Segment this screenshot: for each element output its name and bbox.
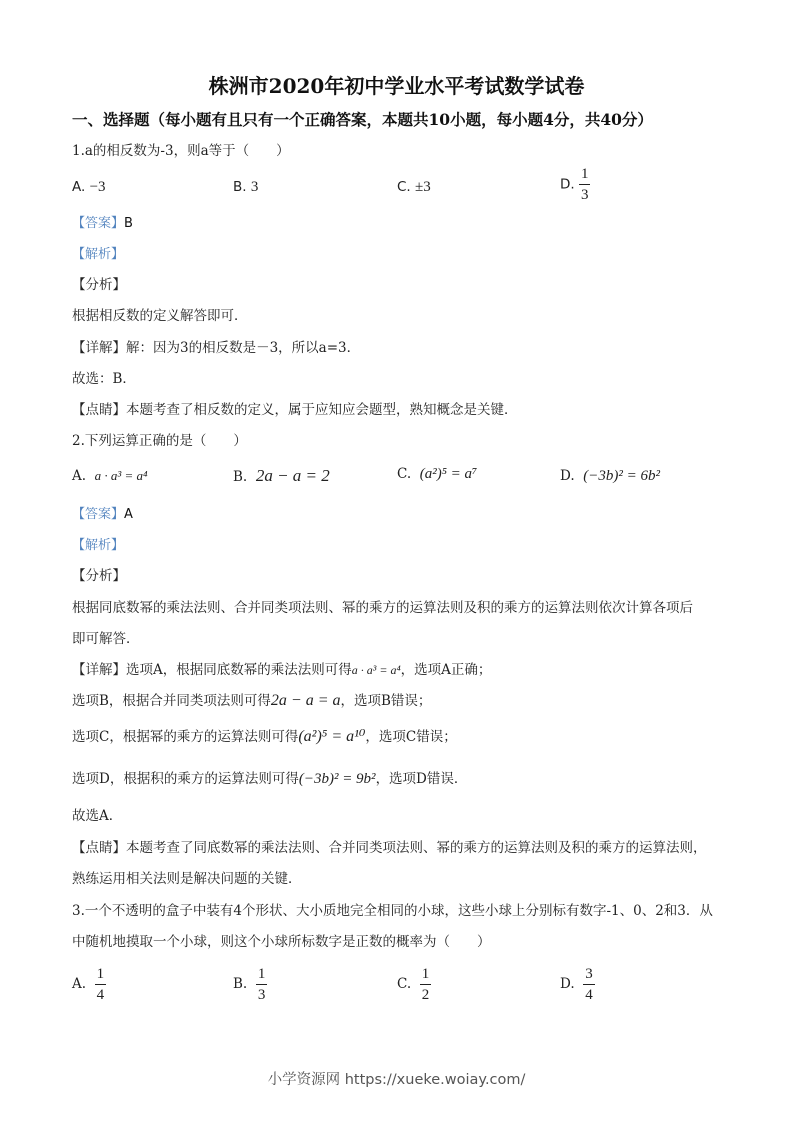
option-expression: (−3b)² = 6b²	[583, 468, 660, 484]
option-letter: C.	[397, 179, 411, 195]
q1-option-c	[397, 178, 431, 196]
answer-label: 【答案】	[72, 507, 125, 522]
comment-label: 【点睛】	[72, 402, 126, 418]
detail-expression: 2a − a = a	[270, 692, 341, 709]
q2-fenxi-text-1: 根据同底数幂的乘法法则、合并同类项法则、幂的乘方的运算法则及积的乘方的运算法则依次计算各项后	[72, 600, 693, 616]
detail-label: 【详解】	[72, 662, 126, 678]
option-letter: D.	[560, 468, 575, 484]
q2-option-a	[72, 467, 148, 485]
option-letter: C.	[397, 466, 412, 482]
detail-expression: a · a³ = a⁴	[351, 663, 401, 677]
question-3-stem-2: 中随机地摸取一个小球，则这个小球所标数字是正数的概率为（ ）	[72, 934, 491, 950]
fraction: $\frac{1}{3}$	[257, 966, 266, 1003]
detail-expression: (−3b)² = 9b²	[298, 771, 376, 787]
comment-text: 本题考查了相反数的定义，属于应知应会题型，熟知概念是关键．	[126, 402, 518, 418]
option-expression: (a²)⁵ = a⁷	[419, 466, 478, 482]
comment-label: 【点睛】	[72, 840, 126, 856]
detail-expression: (a²)⁵ = a¹⁰	[298, 728, 366, 745]
option-letter: D.	[560, 976, 575, 992]
q2-comment-2: 熟练运用相关法则是解决问题的关键．	[72, 871, 302, 887]
option-value: −3	[89, 179, 106, 195]
q1-detail	[72, 339, 360, 357]
fraction: $\frac{1}{4}$	[96, 966, 105, 1003]
q2-fenxi-text-2: 即可解答．	[72, 631, 140, 647]
option-letter: D.	[560, 176, 575, 193]
q1-answer	[72, 214, 133, 233]
q2-detail-line-b: 选项B，根据合并同类项法则可得2a − a = a，选项B错误；	[72, 692, 432, 709]
q2-answer	[72, 505, 133, 524]
q1-choose: 故选：B．	[72, 371, 136, 387]
page-title: 株洲市2020年初中学业水平考试数学试卷	[208, 74, 585, 98]
option-expression: a · a³ = a⁴	[94, 468, 148, 483]
comment-text: 本题考查了同底数幂的乘法法则、合并同类项法则、幂的乘方的运算法则及积的乘方的运算法则，	[126, 840, 707, 856]
fraction: $\frac{3}{4}$	[585, 966, 593, 1003]
q2-comment-1	[72, 839, 707, 857]
detail-text: 解：因为3的相反数是－3，所以a=3．	[126, 340, 361, 356]
q2-detail-line-c: 选项C，根据幂的乘方的运算法则可得(a²)⁵ = a¹⁰，选项C错误；	[72, 728, 457, 745]
question-2-stem: 2.下列运算正确的是（ ）	[72, 433, 247, 449]
option-letter: A.	[72, 179, 86, 195]
page-footer-watermark: 小学资源网 https://xueke.woiay.com/	[267, 1072, 526, 1088]
q2-choose: 故选A．	[72, 808, 123, 824]
answer-value: A	[124, 507, 133, 522]
q2-fenxi-label: 【分析】	[72, 568, 126, 584]
question-3-stem-1: 3.一个不透明的盒子中装有4个形状、大小质地完全相同的小球，这些小球上分别标有数字-1、0、2和3．从	[72, 903, 713, 919]
option-letter: C.	[397, 976, 412, 992]
detail-label: 【详解】	[72, 340, 126, 356]
option-value: 3	[250, 179, 259, 195]
q2-analysis-label: 【解析】	[72, 538, 125, 553]
option-letter: B.	[233, 469, 248, 485]
q2-detail-line-d: 选项D，根据积的乘方的运算法则可得(−3b)² = 9b²，选项D错误．	[72, 771, 468, 787]
option-letter: B.	[233, 179, 247, 195]
q1-option-b	[233, 178, 258, 196]
q1-comment	[72, 401, 518, 419]
q1-fenxi-text: 根据相反数的定义解答即可．	[72, 308, 248, 324]
question-1-stem: 1.a的相反数为-3，则a等于（ ）	[72, 143, 290, 159]
option-letter: A.	[72, 976, 87, 992]
section-heading: 一、选择题（每小题有且只有一个正确答案，本题共10小题，每小题4分，共40分）	[72, 110, 653, 129]
option-value: ±3	[415, 179, 431, 195]
q3-option-c	[397, 966, 431, 1003]
option-letter: B.	[233, 976, 248, 992]
fraction: $\frac{1}{2}$	[421, 966, 430, 1003]
q1-analysis-label: 【解析】	[72, 247, 125, 262]
answer-value: B	[124, 216, 133, 231]
answer-label: 【答案】	[72, 216, 125, 231]
option-expression: 2a − a = 2	[255, 466, 330, 485]
q2-option-d	[560, 467, 660, 485]
q2-option-c	[397, 465, 477, 483]
q1-option-d	[560, 166, 590, 203]
option-letter: A.	[72, 468, 87, 484]
fraction: $\frac{1}{3}$	[580, 166, 589, 203]
q3-option-a	[72, 966, 106, 1003]
q3-option-d	[560, 966, 595, 1003]
q1-option-a	[72, 178, 106, 196]
q3-option-b	[233, 966, 267, 1003]
q1-fenxi-label: 【分析】	[72, 277, 126, 293]
q2-option-b	[233, 467, 330, 486]
q2-detail-line-a: 【详解】选项A，根据同底数幂的乘法法则可得a · a³ = a⁴，选项A正确；	[72, 662, 492, 678]
